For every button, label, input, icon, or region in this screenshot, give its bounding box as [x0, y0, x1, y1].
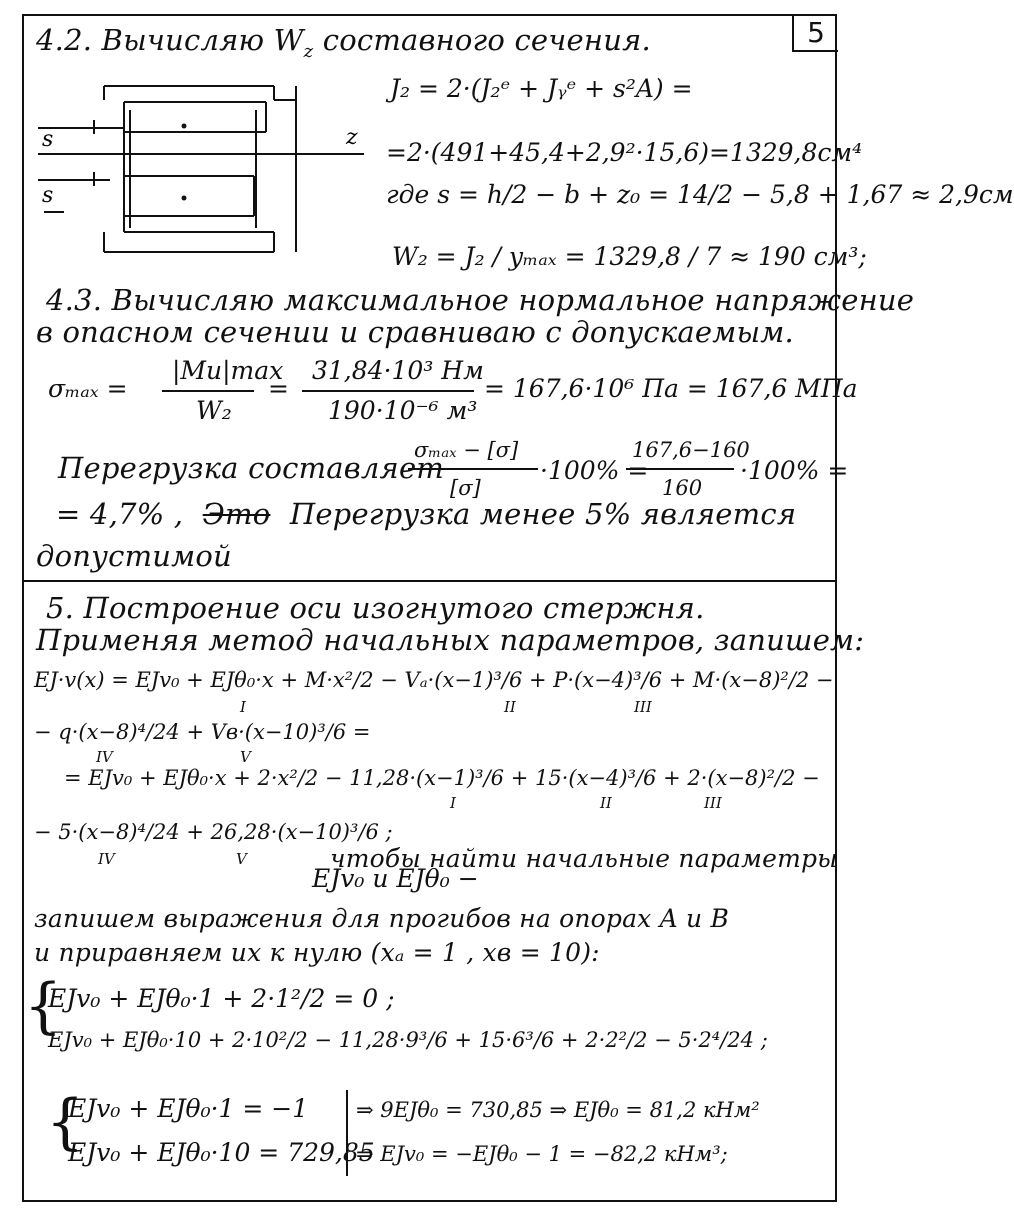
section-5-heading-line1: 5. Построение оси изогнутого стержня. [46, 591, 705, 625]
deflection-eq-line3: = EJv₀ + EJθ₀·x + 2·x²/2 − 11,28·(x−1)³/6 + 15·(x−4)³/6 + 2·(x−8)²/2 − [64, 766, 820, 790]
section-4-3-heading-line2: в опасном сечении и сравниваю с допускаемым. [36, 315, 794, 349]
figure-label-z: z [346, 125, 358, 150]
mark-iv: IV [96, 748, 113, 766]
sigma-frac1-denominator: W₂ [196, 396, 232, 425]
heading-subscript: z [303, 40, 314, 62]
deflection-eq-line1: EJ·v(x) = EJv₀ + EJθ₀·x + M·x²/2 − Vₐ·(x−1)³/6 + P·(x−4)³/6 + M·(x−8)²/2 − [34, 668, 834, 692]
mark-iii-2: III [704, 794, 722, 812]
overload-end: ·100% = [740, 456, 849, 485]
overload-frac1-numerator: σₘₐₓ − [σ] [414, 438, 519, 462]
sigma-frac1-numerator: |Mи|max [172, 356, 284, 385]
system2-separator [346, 1090, 348, 1176]
initial-params-line: EJv₀ и EJθ₀ − [312, 864, 479, 893]
figure-label-s-top: s [42, 127, 54, 152]
overload-line2 [56, 497, 797, 531]
mark-iv-2: IV [98, 850, 115, 868]
composite-section-figure [34, 80, 384, 258]
section-divider [24, 580, 836, 582]
deflection-eq-line2: − q·(x−8)⁴/24 + Vв·(x−10)³/6 = [34, 720, 371, 744]
sigma-frac2-denominator: 190·10⁻⁶ м³ [328, 396, 478, 425]
mark-v-2: V [236, 850, 247, 868]
figure-label-s-bottom: s [42, 183, 54, 208]
system1-eq1: EJv₀ + EJθ₀·1 + 2·1²/2 = 0 ; [48, 984, 395, 1013]
system2-eq2: EJv₀ + EJθ₀·10 = 729,85 [68, 1138, 375, 1167]
section-5-heading-line2: Применяя метод начальных параметров, запишем: [36, 623, 865, 657]
text-line1: запишем выражения для прогибов на опорах A и B [34, 904, 730, 933]
jz-formula-line2: =2·(491+45,4+2,9²·15,6)=1329,8см⁴ [386, 138, 863, 167]
heading-text: 4.2. Вычисляю W [36, 23, 304, 57]
overload-frac2-denominator: 160 [662, 476, 703, 500]
struck-word: Это [202, 497, 271, 531]
section-4-3-heading-line1: 4.3. Вычисляю максимальное нормальное напряжение [46, 283, 915, 317]
mark-ii: II [504, 698, 516, 716]
sigma-result: = 167,6·10⁶ Па = 167,6 МПа [484, 374, 858, 403]
overload-frac1-denominator: [σ] [450, 476, 481, 500]
wz-formula-line: W₂ = J₂ / yₘₐₓ = 1329,8 / 7 ≈ 190 см³; [392, 242, 867, 271]
system2-brace: { [46, 1087, 85, 1157]
sigma-eq-sign: = [268, 374, 289, 403]
overload-text: Перегрузка составляет [58, 451, 445, 485]
mark-iii: III [634, 698, 652, 716]
jz-formula-line3: где s = h/2 − b + z₀ = 14/2 − 5,8 + 1,67 ≈ 2,9см [386, 180, 1014, 209]
system1-eq2: EJv₀ + EJθ₀·10 + 2·10²/2 − 11,28·9³/6 + 15·6³/6 + 2·2²/2 − 5·2⁴/24 ; [48, 1028, 768, 1052]
initial-params-note: чтобы найти начальные параметры [330, 844, 838, 873]
overload-frac2-numerator: 167,6−160 [632, 438, 750, 462]
result-line1: ⇒ 9EJθ₀ = 730,85 ⇒ EJθ₀ = 81,2 кНм² [356, 1098, 760, 1122]
mark-i-2: I [450, 794, 456, 812]
mark-i: I [240, 698, 246, 716]
text-line2: и приравняем их к нулю (xₐ = 1 , xв = 10): [34, 938, 600, 967]
overload-percent: = 4,7% , [56, 497, 184, 531]
section-4-2-heading [36, 23, 651, 62]
mark-ii-2: II [600, 794, 612, 812]
jz-formula-line1: J₂ = 2·(J₂ᵉ + Jᵧᵉ + s²A) = [390, 74, 693, 103]
heading-rest: составного сечения. [313, 23, 651, 57]
sigma-max-lhs: σₘₐₓ = [48, 374, 128, 403]
page-number: 5 [792, 14, 838, 52]
system2-eq1: EJv₀ + EJθ₀·1 = −1 [68, 1094, 309, 1123]
system1-brace: { [24, 971, 63, 1041]
overload-mid: ·100% = [540, 456, 649, 485]
sigma-frac2-numerator: 31,84·10³ Нм [312, 356, 484, 385]
deflection-eq-line4: − 5·(x−8)⁴/24 + 26,28·(x−10)³/6 ; [34, 820, 393, 844]
overload-line3: допустимой [36, 539, 232, 573]
result-line2: ⇒ EJv₀ = −EJθ₀ − 1 = −82,2 кНм³; [356, 1142, 728, 1166]
overload-conclusion: Перегрузка менее 5% является [289, 497, 797, 531]
mark-v: V [240, 748, 251, 766]
